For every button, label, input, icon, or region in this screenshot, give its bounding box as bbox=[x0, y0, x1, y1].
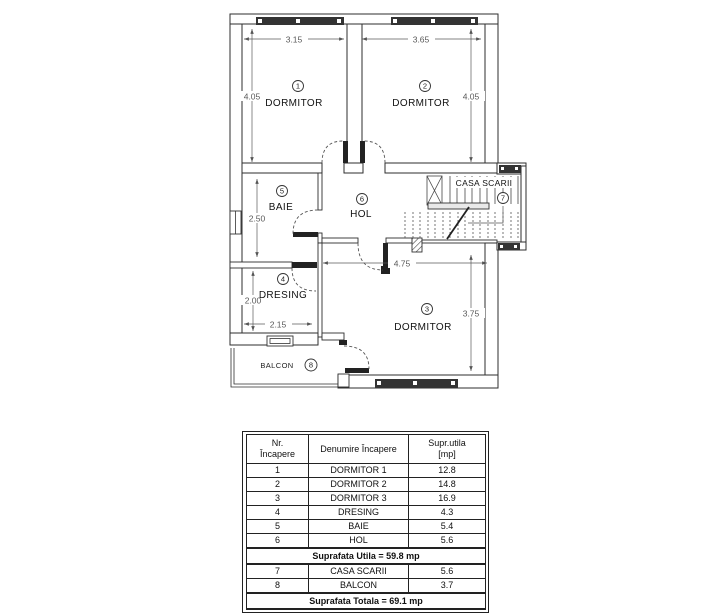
dim-dorm1-width: 3.15 bbox=[285, 34, 303, 45]
total-row bbox=[247, 593, 486, 609]
room-label-hol bbox=[350, 194, 372, 221]
cell-nr: 7 bbox=[247, 564, 309, 579]
dim-baie-height: 2.50 bbox=[248, 213, 266, 224]
window-symbol bbox=[267, 336, 293, 346]
cell-name: DORMITOR 1 bbox=[309, 464, 409, 478]
cell-area: 14.8 bbox=[409, 478, 486, 492]
room-name: CASA SCARII bbox=[455, 178, 513, 188]
cell-area: 12.8 bbox=[409, 464, 486, 478]
dim-dresing-width: 2.15 bbox=[269, 319, 287, 330]
table-header-row bbox=[247, 435, 486, 464]
dim-dorm2-height: 4.05 bbox=[462, 91, 480, 102]
table-row bbox=[247, 534, 486, 549]
room-name: DRESING bbox=[258, 290, 308, 301]
header-nr-line2: Încapere bbox=[259, 449, 296, 459]
room-labels bbox=[259, 81, 517, 372]
cell-name: BAIE bbox=[309, 520, 409, 534]
cell-nr: 1 bbox=[247, 464, 309, 478]
cell-area: 5.6 bbox=[409, 564, 486, 579]
cell-area: 16.9 bbox=[409, 492, 486, 506]
room-number: 1 bbox=[295, 81, 301, 91]
cell-nr: 4 bbox=[247, 506, 309, 520]
room-number: 5 bbox=[279, 186, 285, 196]
door-swing-symbol bbox=[293, 210, 318, 237]
dim-dorm3-width: 4.75 bbox=[393, 258, 411, 269]
table-row bbox=[247, 506, 486, 520]
cell-name: DORMITOR 2 bbox=[309, 478, 409, 492]
table-row bbox=[247, 579, 486, 594]
header-area-line1: Supr.utila bbox=[428, 438, 466, 448]
room-name: BAIE bbox=[268, 202, 294, 213]
room-name: DORMITOR bbox=[265, 98, 323, 109]
room-label-balcon bbox=[260, 359, 317, 371]
table-row bbox=[247, 464, 486, 478]
door-jamb-stub bbox=[339, 340, 347, 345]
door-swing-symbol bbox=[344, 346, 369, 373]
table-row bbox=[247, 520, 486, 534]
header-area bbox=[409, 435, 486, 464]
cell-nr: 5 bbox=[247, 520, 309, 534]
cell-area: 4.3 bbox=[409, 506, 486, 520]
dim-dorm3-height: 3.75 bbox=[462, 308, 480, 319]
room-name: HOL bbox=[350, 209, 372, 220]
area-table-frame bbox=[242, 431, 489, 613]
area-table bbox=[246, 434, 486, 610]
room-number: 3 bbox=[424, 304, 430, 314]
room-label-dormitor-3 bbox=[394, 304, 451, 334]
cell-name: CASA SCARII bbox=[309, 564, 409, 579]
room-name: DORMITOR bbox=[394, 322, 452, 333]
room-number: 4 bbox=[280, 274, 286, 284]
window-symbol bbox=[230, 211, 241, 234]
cell-name: DRESING bbox=[309, 506, 409, 520]
cell-area: 5.4 bbox=[409, 520, 486, 534]
door-swing-symbol bbox=[360, 141, 385, 163]
cell-area: 5.6 bbox=[409, 534, 486, 549]
table-row bbox=[247, 478, 486, 492]
cell-nr: 2 bbox=[247, 478, 309, 492]
total-label: Suprafata Totala = 69.1 mp bbox=[247, 593, 486, 609]
dim-dresing-height: 2.00 bbox=[244, 295, 262, 306]
room-number: 6 bbox=[359, 194, 365, 204]
room-label-dormitor-1 bbox=[265, 81, 322, 110]
table-row bbox=[247, 492, 486, 506]
header-nr bbox=[247, 435, 309, 464]
room-number: 2 bbox=[422, 81, 428, 91]
door-swing-symbol bbox=[322, 141, 348, 163]
header-name: Denumire Încapere bbox=[309, 435, 409, 464]
cell-nr: 8 bbox=[247, 579, 309, 594]
room-name: BALCON bbox=[260, 361, 294, 370]
room-label-baie bbox=[269, 186, 293, 214]
room-number: 8 bbox=[308, 360, 314, 370]
stair-handrail bbox=[428, 203, 489, 209]
cell-name: BALCON bbox=[309, 579, 409, 594]
subtotal-row bbox=[247, 548, 486, 564]
cell-nr: 3 bbox=[247, 492, 309, 506]
stair-cut-line bbox=[447, 207, 469, 239]
table-row bbox=[247, 564, 486, 579]
header-area-line2: [mp] bbox=[438, 449, 456, 459]
dim-dorm2-width: 3.65 bbox=[412, 34, 430, 45]
room-number: 7 bbox=[500, 193, 506, 203]
cell-name: HOL bbox=[309, 534, 409, 549]
dim-dorm1-height: 4.05 bbox=[243, 91, 261, 102]
room-label-casa-scarii bbox=[451, 177, 517, 204]
cell-area: 3.7 bbox=[409, 579, 486, 594]
cell-nr: 6 bbox=[247, 534, 309, 549]
walls bbox=[230, 14, 526, 388]
masonry-column-symbol bbox=[412, 238, 422, 252]
room-label-dormitor-2 bbox=[392, 81, 449, 110]
cell-name: DORMITOR 3 bbox=[309, 492, 409, 506]
header-nr-line1: Nr. bbox=[271, 438, 284, 448]
subtotal-label: Suprafata Utila = 59.8 mp bbox=[247, 548, 486, 564]
door-swing-symbol bbox=[358, 243, 390, 274]
room-name: DORMITOR bbox=[392, 98, 450, 109]
door-swing-symbol bbox=[292, 262, 317, 291]
